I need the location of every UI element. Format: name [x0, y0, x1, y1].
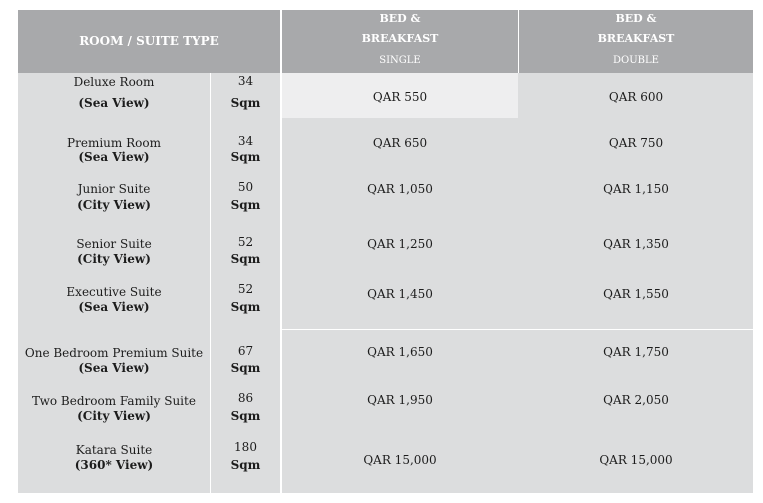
divider-prices-mid	[282, 329, 753, 330]
room-size-unit: Sqm	[230, 458, 261, 472]
room-view: (Sea View)	[78, 361, 150, 375]
header-double-line1: BED &	[615, 12, 657, 25]
header-single-line3: SINGLE	[379, 55, 421, 66]
room-size-unit: Sqm	[230, 361, 261, 375]
room-size-unit: Sqm	[230, 150, 261, 164]
room-size: 34	[237, 74, 254, 88]
room-name: Senior Suite	[76, 237, 152, 251]
price-double: QAR 1,350	[603, 237, 669, 251]
room-name: Premium Room	[67, 136, 161, 150]
price-single: QAR 15,000	[363, 453, 437, 467]
room-name: One Bedroom Premium Suite	[24, 346, 204, 360]
room-view: (Sea View)	[78, 150, 150, 164]
room-size: 34	[237, 134, 254, 148]
price-single: QAR 1,050	[367, 182, 433, 196]
room-size-unit: Sqm	[230, 409, 261, 423]
price-double: QAR 600	[608, 90, 664, 104]
room-name: Executive Suite	[66, 285, 162, 299]
room-view: (Sea View)	[78, 300, 150, 314]
price-single: QAR 1,450	[367, 287, 433, 301]
room-name: Deluxe Room	[73, 75, 155, 89]
room-size-unit: Sqm	[230, 198, 261, 212]
room-view: (City View)	[77, 198, 151, 212]
room-size: 50	[237, 180, 254, 194]
header-double-line2: BREAKFAST	[597, 32, 675, 45]
room-view: (Sea View)	[78, 96, 150, 110]
room-size: 52	[237, 235, 254, 249]
room-name: Junior Suite	[77, 182, 151, 196]
room-view: (City View)	[77, 409, 151, 423]
price-double: QAR 750	[608, 136, 664, 150]
room-view: (360* View)	[74, 458, 154, 472]
room-size: 67	[237, 344, 254, 358]
room-name: Two Bedroom Family Suite	[32, 394, 196, 408]
price-single: QAR 1,250	[367, 237, 433, 251]
price-double: QAR 1,550	[603, 287, 669, 301]
room-size: 52	[237, 282, 254, 296]
room-size-unit: Sqm	[230, 300, 261, 314]
room-name: Katara Suite	[75, 443, 153, 457]
price-single: QAR 1,650	[367, 345, 433, 359]
room-view: (City View)	[77, 252, 151, 266]
room-size: 86	[237, 391, 254, 405]
price-single: QAR 550	[372, 90, 428, 104]
header-single-line1: BED &	[379, 12, 421, 25]
header-single-line2: BREAKFAST	[361, 32, 439, 45]
header-double-line3: DOUBLE	[613, 55, 659, 66]
price-double: QAR 1,750	[603, 345, 669, 359]
price-double: QAR 15,000	[599, 453, 673, 467]
price-double: QAR 2,050	[603, 393, 669, 407]
room-size-unit: Sqm	[230, 96, 261, 110]
header-room-type: ROOM / SUITE TYPE	[79, 34, 219, 48]
price-single: QAR 1,950	[367, 393, 433, 407]
price-double: QAR 1,150	[603, 182, 669, 196]
room-size-unit: Sqm	[230, 252, 261, 266]
price-single: QAR 650	[372, 136, 428, 150]
room-size: 180	[234, 440, 257, 454]
